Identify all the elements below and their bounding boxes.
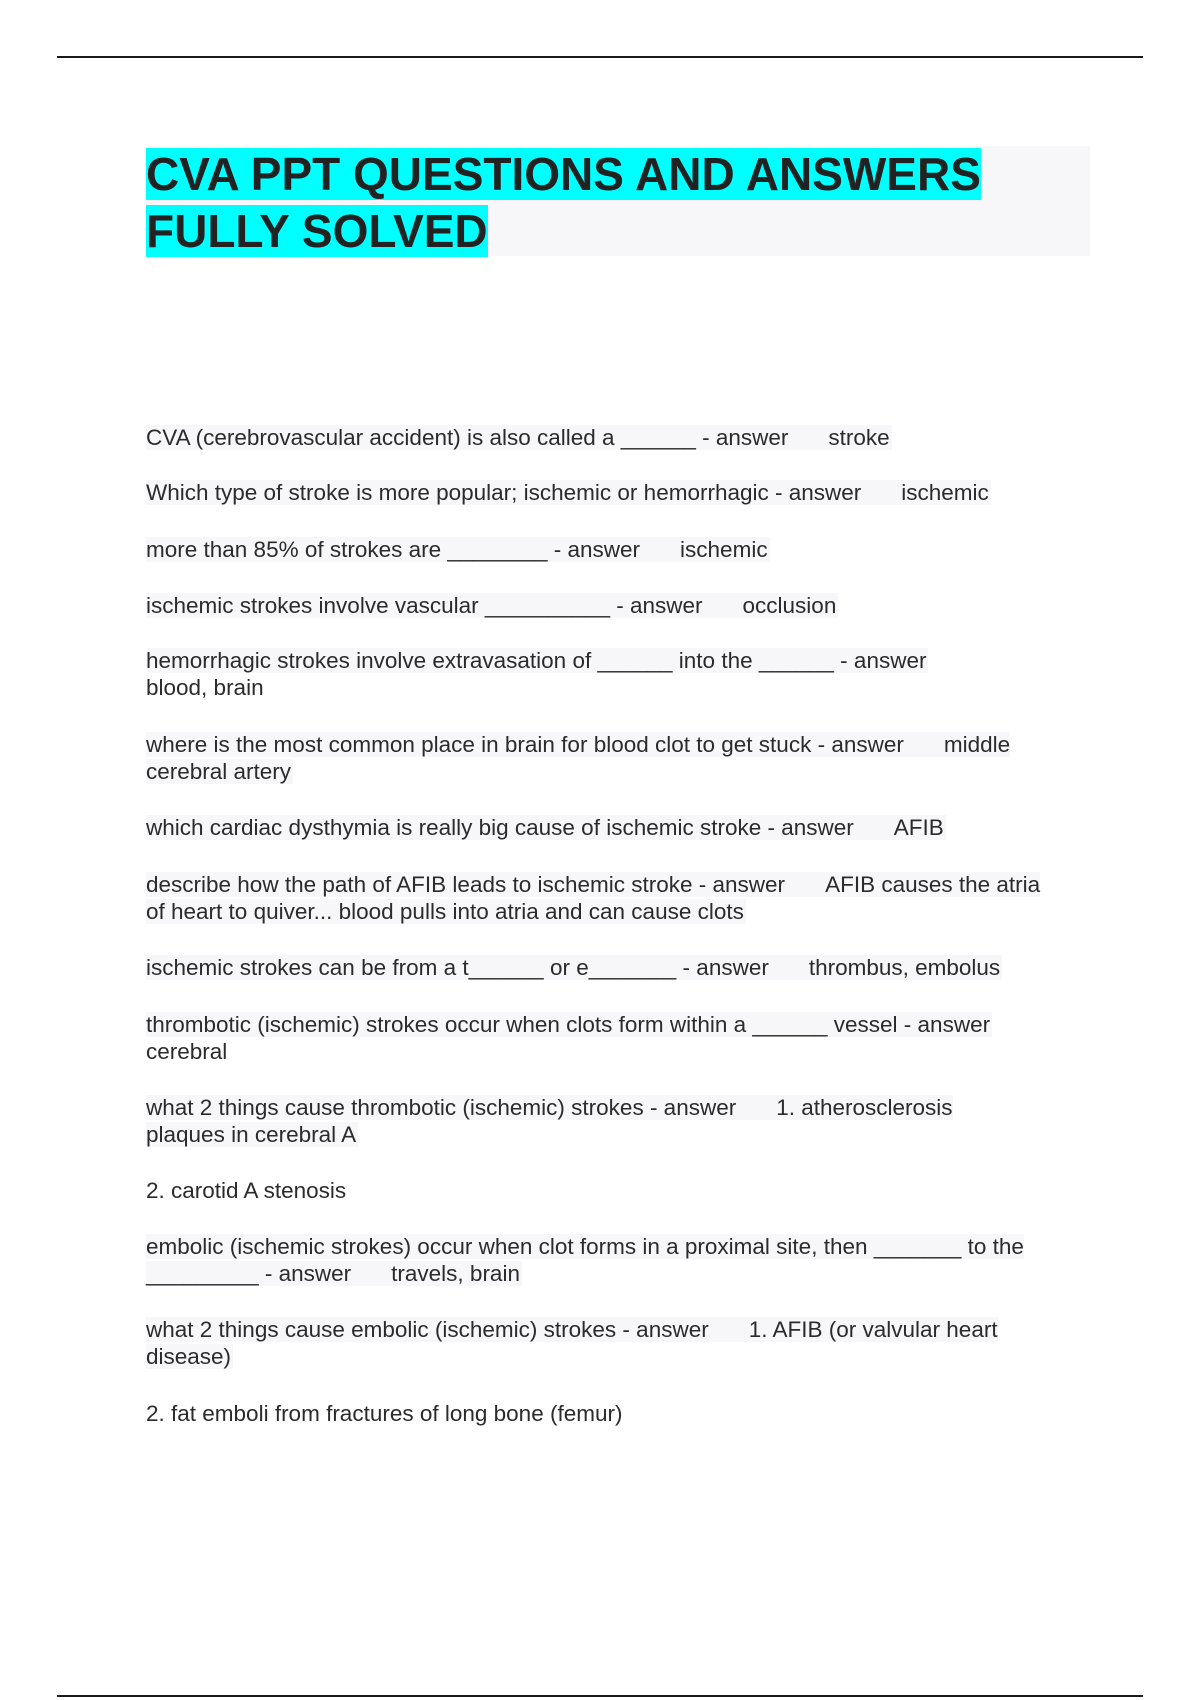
qa-item (146, 479, 991, 506)
question-text: embolic (ischemic strokes) occur when clot forms in a proximal site, then _______ to the _________ - answer (146, 1234, 1024, 1286)
qa-item (146, 1316, 1076, 1370)
answer-text: 1. atherosclerosis plaques in cerebral A (146, 1095, 953, 1147)
qa-item (146, 814, 946, 841)
title-line-1: CVA PPT QUESTIONS AND ANSWERS (146, 148, 981, 200)
answer-text: cerebral (146, 1039, 228, 1064)
answer-text: stroke (828, 425, 890, 450)
qa-item (146, 647, 928, 701)
answer-text: middle cerebral artery (146, 732, 1011, 784)
question-text: thrombotic (ischemic) strokes occur when clots form within a ______ vessel - answer (146, 1012, 991, 1037)
answer-text: occlusion (742, 593, 837, 618)
qa-item (146, 424, 892, 451)
question-text: what 2 things cause embolic (ischemic) strokes - answer (146, 1317, 709, 1342)
question-text: CVA (cerebrovascular accident) is also called a ______ - answer (146, 425, 789, 450)
header-rule (57, 56, 1143, 58)
answer-text: thrombus, embolus (808, 955, 1001, 980)
answer-text: ischemic (680, 537, 768, 562)
qa-item (146, 1400, 622, 1427)
question-text: where is the most common place in brain for blood clot to get stuck - answer (146, 732, 904, 757)
document-title (146, 146, 1090, 260)
qa-item (146, 1094, 1026, 1148)
qa-item (146, 536, 770, 563)
answer-text: travels, brain (391, 1261, 520, 1286)
qa-item (146, 1177, 346, 1204)
question-text: ischemic strokes can be from a t______ or e_______ - answer (146, 955, 769, 980)
question-text: describe how the path of AFIB leads to ischemic stroke - answer (146, 872, 786, 897)
qa-item (146, 731, 1090, 785)
answer-text: blood, brain (146, 675, 264, 700)
answer-text: 1. AFIB (or valvular heart disease) (146, 1317, 998, 1369)
answer-text: AFIB (893, 815, 944, 840)
qa-item (146, 871, 1046, 925)
qa-item (146, 592, 838, 619)
answer-text: 2. carotid A stenosis (146, 1178, 347, 1203)
question-text: hemorrhagic strokes involve extravasation of ______ into the ______ - answer (146, 648, 927, 673)
qa-item (146, 1233, 1076, 1287)
question-text: what 2 things cause thrombotic (ischemic) strokes - answer (146, 1095, 737, 1120)
answer-text: AFIB causes the atria of heart to quiver... blood pulls into atria and can cause clots (146, 872, 1041, 924)
footer-rule (57, 1695, 1143, 1697)
question-text: Which type of stroke is more popular; ischemic or hemorrhagic - answer (146, 480, 862, 505)
qa-item (146, 1011, 992, 1065)
title-block (146, 146, 1090, 256)
answer-text: 2. fat emboli from fractures of long bone (femur) (146, 1401, 623, 1426)
question-text: which cardiac dysthymia is really big cause of ischemic stroke - answer (146, 815, 854, 840)
title-line-2: FULLY SOLVED (146, 205, 488, 257)
qa-item (146, 954, 1002, 981)
question-text: more than 85% of strokes are ________ - answer (146, 537, 641, 562)
answer-text: ischemic (901, 480, 989, 505)
question-text: ischemic strokes involve vascular __________ - answer (146, 593, 703, 618)
